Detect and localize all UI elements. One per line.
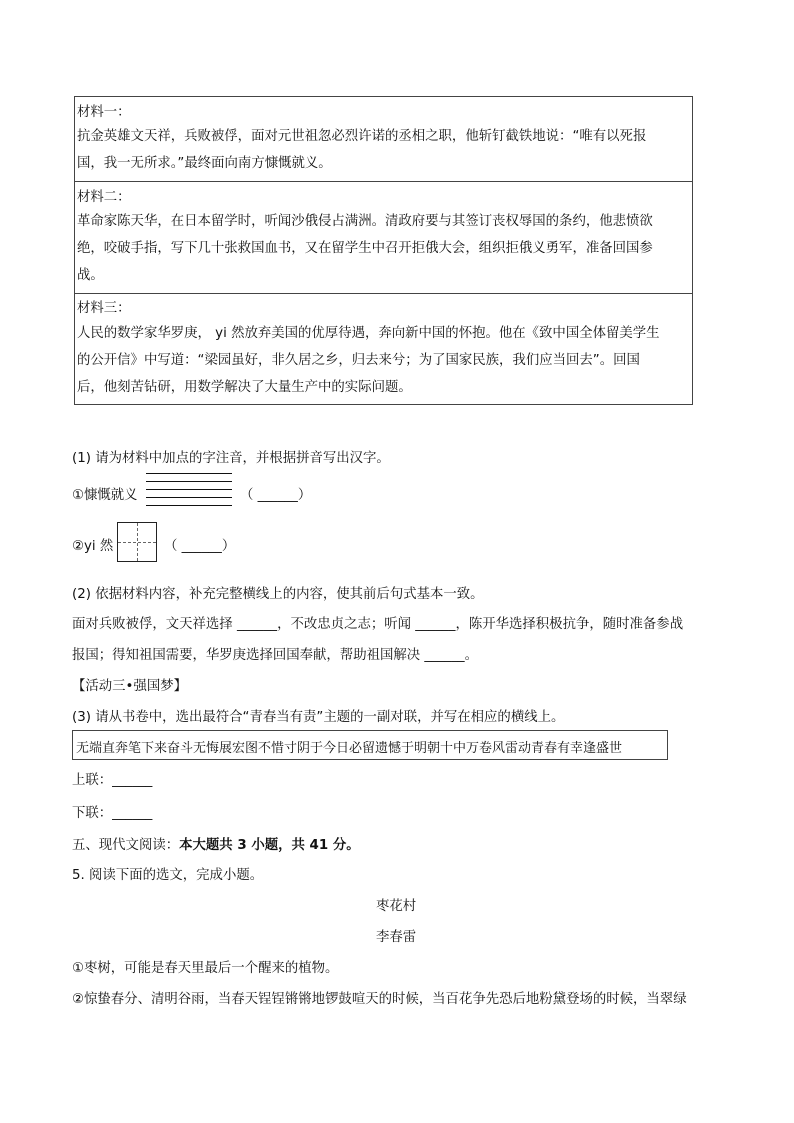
q3-prompt: (3) 请从书卷中，选出最符合“青春当有责”主题的一副对联，并写在相应的横线上。 (72, 710, 565, 725)
material-1-line: 抗金英雄文天祥，兵败被俘，面对元世祖忽必烈许诺的丞相之职，他斩钉截铁地说：“唯有以死报 (77, 129, 647, 144)
pinyin-line (146, 489, 232, 490)
materials-box (74, 96, 693, 405)
essay-title: 枣花村 (376, 899, 417, 914)
material-3-line: 的公开信》中写道：“梁园虽好，非久居之乡，归去来兮；为了国家民族，我们应当回去”。回国 (77, 353, 640, 368)
material-1-heading: 材料一： (77, 105, 131, 120)
lower-couplet-blank[interactable]: 下联：______ (72, 806, 153, 821)
essay-paragraph: ②惊蛰春分、清明谷雨，当春天锃锃锵锵地锣鼓喧天的时候，当百花争先恐后地粉黛登场的时候，当翠绿 (72, 992, 687, 1007)
essay-paragraph: ①枣树，可能是春天里最后一个醒来的植物。 (72, 961, 339, 976)
section-detail: 本大题共 3 小题，共 41 分。 (179, 838, 360, 853)
upper-couplet-blank[interactable]: 上联：______ (72, 773, 153, 788)
material-2-line: 革命家陈天华，在日本留学时，听闻沙俄侵占满洲。清政府要与其签订丧权辱国的条约，他悲愤欲 (77, 214, 653, 229)
section-heading (72, 834, 360, 853)
material-3-heading: 材料三： (77, 301, 131, 316)
material-3-line: 后，他刻苦钻研，用数学解决了大量生产中的实际问题。 (77, 380, 412, 395)
couplet-scroll-text: 无端直奔笔下来奋斗无悔展宏图不惜寸阴于今日必留遗憾于明朝十中万卷风雷动青春有幸逢盛世 (76, 741, 623, 756)
activity-heading: 【活动三•强国梦】 (72, 679, 188, 694)
q1-item2-label: ②yi 然 (72, 539, 114, 554)
pinyin-line (146, 505, 232, 506)
pinyin-line (146, 481, 232, 482)
q5-prompt: 5. 阅读下面的选文，完成小题。 (72, 868, 264, 883)
divider (75, 181, 692, 182)
material-3-line: 人民的数学家华罗庚， yi 然放弃美国的优厚待遇，奔向新中国的怀抱。他在《致中国全体留美学生 (77, 326, 660, 341)
material-2-line: 战。 (77, 268, 104, 283)
tianzi-grid[interactable] (117, 522, 157, 562)
q2-line: 面对兵败被俘，文天祥选择 ______，不改忠贞之志；听闻 ______，陈开华选择积极抗争，随时准备参战 (72, 617, 684, 632)
q1-item2-answer-blank[interactable]: （ ______） (164, 539, 236, 554)
section-prefix: 五、现代文阅读： (72, 838, 180, 853)
pinyin-line (146, 497, 232, 498)
couplet-scroll (72, 730, 668, 760)
pinyin-line (146, 473, 232, 474)
q2-line: 报国；得知祖国需要，华罗庚选择回国奉献，帮助祖国解决 ______。 (72, 648, 478, 663)
material-2-heading: 材料二： (77, 190, 131, 205)
q1-prompt: (1) 请为材料中加点的字注音，并根据拼音写出汉字。 (72, 451, 390, 466)
q1-item1-answer-blank[interactable]: （ ______） (240, 488, 312, 503)
divider (75, 293, 692, 294)
essay-author: 李春雷 (376, 930, 417, 945)
material-2-line: 绝，咬破手指，写下几十张救国血书，又在留学生中召开拒俄大会，组织拒俄义勇军，准备回国参 (77, 241, 653, 256)
q2-prompt: (2) 依据材料内容，补充完整横线上的内容，使其前后句式基本一致。 (72, 587, 484, 602)
q1-item1-label: ①慷慨就义 (72, 488, 138, 503)
material-1-line: 国，我一无所求。”最终面向南方慷慨就义。 (77, 156, 332, 171)
